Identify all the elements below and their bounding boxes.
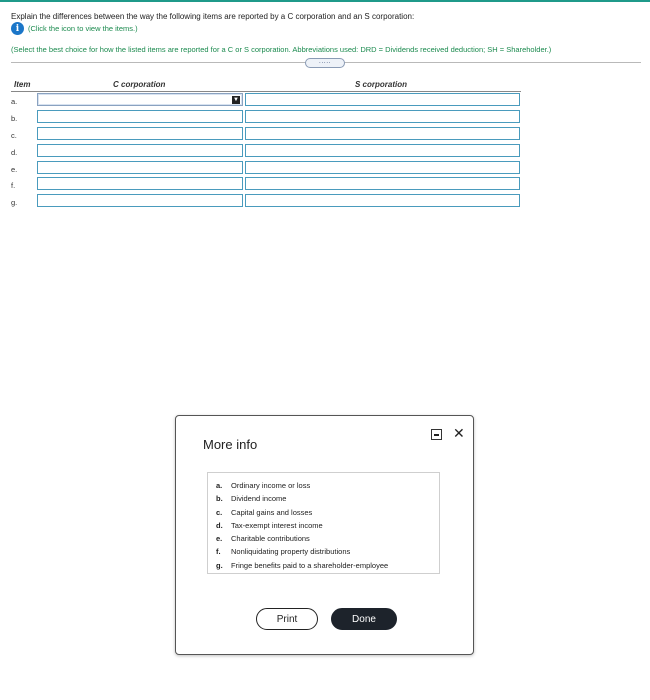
row-label: f. [11, 181, 16, 190]
item-text: Charitable contributions [231, 534, 310, 544]
s-corporation-dropdown-f[interactable] [245, 177, 520, 190]
item-letter: d. [216, 520, 223, 530]
items-list-box [207, 472, 440, 574]
print-button[interactable]: Print [256, 608, 318, 630]
row-label: d. [11, 148, 18, 157]
item-text: Capital gains and losses [231, 507, 313, 517]
row-label: g. [11, 198, 18, 207]
item-text: Ordinary income or loss [231, 481, 311, 490]
items-list [216, 479, 388, 572]
s-corporation-dropdown-c[interactable] [245, 127, 520, 140]
item-letter: f. [216, 547, 221, 557]
chevron-down-icon[interactable]: ▼ [233, 97, 239, 103]
c-corporation-dropdown-c[interactable] [37, 127, 243, 140]
question-text: Explain the differences between the way the following items are reported by a C corporation and an S corporation: [11, 12, 415, 21]
s-corporation-dropdown-e[interactable] [245, 161, 520, 174]
more-info-dialog [175, 415, 474, 655]
expand-collapse-button[interactable]: ..... [305, 58, 345, 68]
row-label: c. [11, 131, 17, 140]
info-link-row[interactable] [11, 22, 138, 35]
done-button[interactable]: Done [331, 608, 397, 630]
list-item [216, 492, 388, 505]
list-item [216, 559, 388, 572]
c-corporation-dropdown-g[interactable] [37, 194, 243, 207]
column-header-c-corporation: C corporation [113, 80, 166, 89]
close-icon[interactable]: ✕ [453, 425, 465, 441]
c-corporation-dropdown-a[interactable] [37, 93, 243, 106]
item-letter: e. [216, 534, 223, 544]
list-item [216, 479, 388, 492]
item-letter: b. [216, 494, 223, 504]
item-text: Tax-exempt interest income [231, 520, 323, 530]
top-divider [0, 0, 650, 2]
info-icon[interactable]: i [11, 22, 24, 35]
item-letter: a. [216, 481, 223, 490]
instruction-text: (Select the best choice for how the listed items are reported for a C or S corporation. Abbreviations used: DRD = Dividends received deduction; SH = Shareholder.) [11, 45, 552, 54]
c-corporation-dropdown-f[interactable] [37, 177, 243, 190]
s-corporation-dropdown-g[interactable] [245, 194, 520, 207]
item-text: Dividend income [231, 494, 287, 504]
column-header-s-corporation: S corporation [355, 80, 408, 89]
row-label: a. [11, 97, 18, 106]
item-letter: g. [216, 560, 223, 570]
header-divider [11, 91, 521, 92]
item-text: Fringe benefits paid to a shareholder-employee [231, 560, 389, 570]
minimize-icon[interactable] [431, 429, 442, 440]
column-header-item: Item [14, 80, 31, 89]
list-item [216, 532, 388, 545]
c-corporation-dropdown-e[interactable] [37, 161, 243, 174]
dialog-title: More info [203, 437, 258, 452]
row-label: e. [11, 165, 18, 174]
row-label: b. [11, 114, 18, 123]
list-item [216, 545, 388, 558]
item-text: Nonliquidating property distributions [231, 547, 351, 557]
s-corporation-dropdown-a[interactable] [245, 93, 520, 106]
list-item [216, 506, 388, 519]
c-corporation-dropdown-d[interactable] [37, 144, 243, 157]
c-corporation-dropdown-b[interactable] [37, 110, 243, 123]
item-letter: c. [216, 507, 223, 517]
s-corporation-dropdown-d[interactable] [245, 144, 520, 157]
list-item [216, 519, 388, 532]
info-link-text[interactable]: (Click the icon to view the items.) [28, 24, 138, 33]
s-corporation-dropdown-b[interactable] [245, 110, 520, 123]
